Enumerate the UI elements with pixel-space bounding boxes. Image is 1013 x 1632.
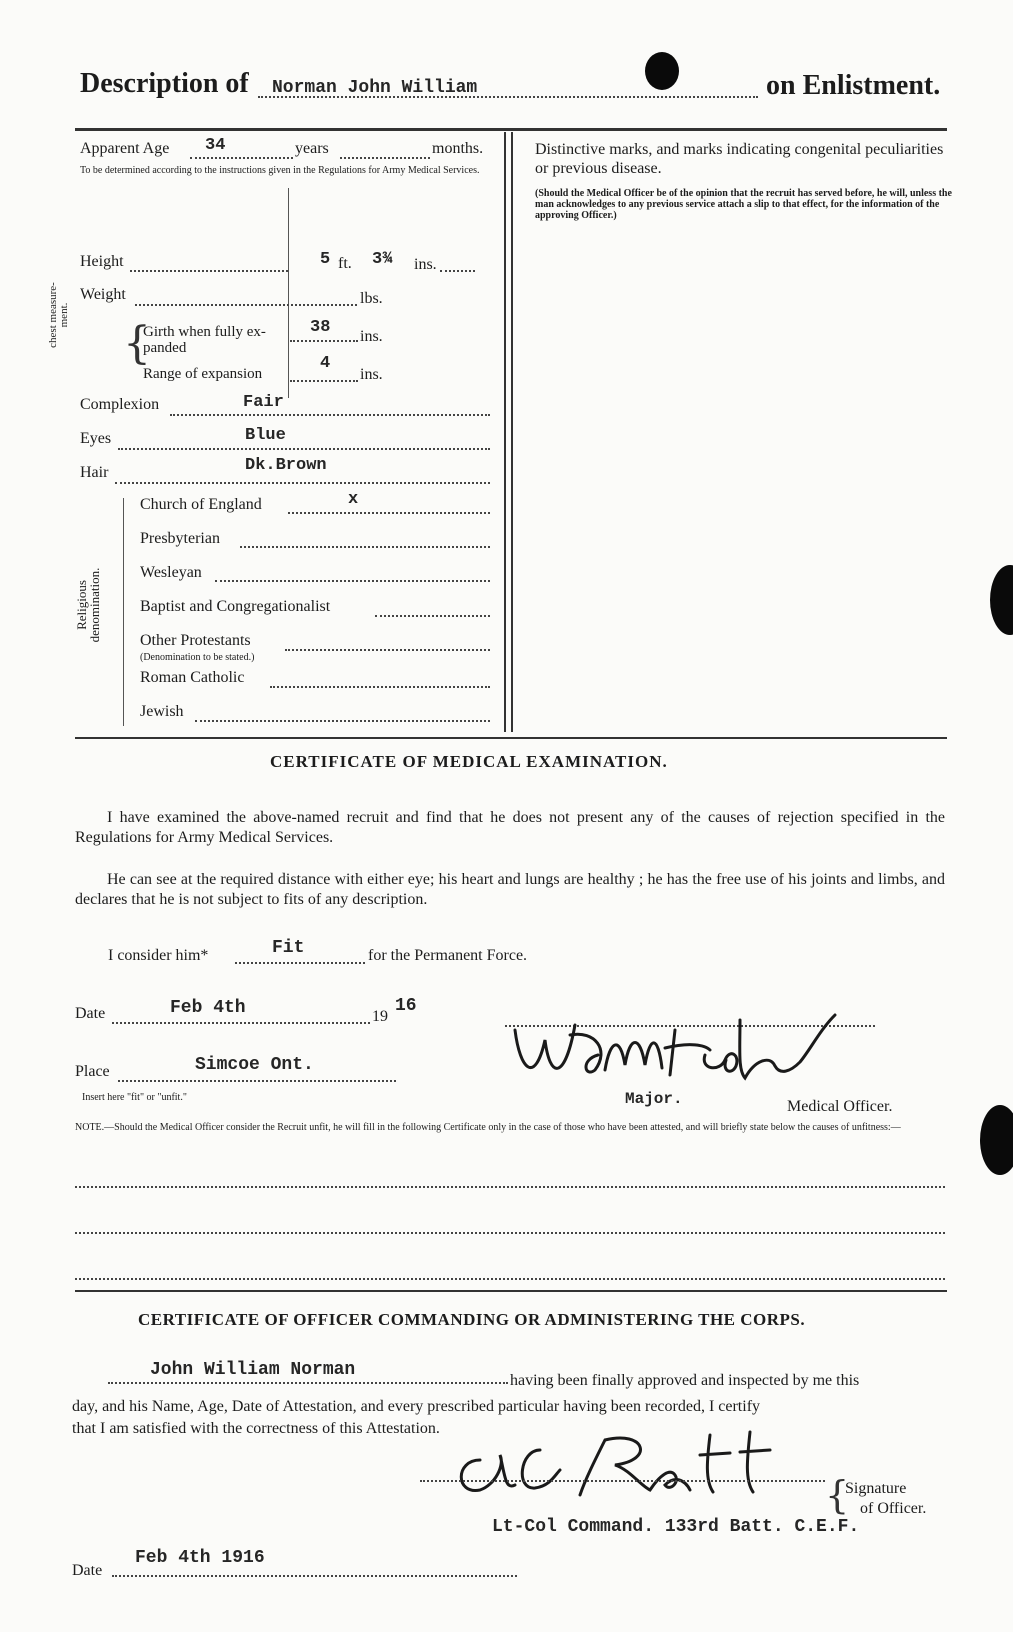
hair-line: [115, 482, 490, 484]
range-unit: ins.: [360, 366, 383, 383]
medical-place-label: Place: [75, 1063, 110, 1080]
medical-date-year-prefix: 19: [372, 1008, 388, 1025]
unfitness-line-1: [75, 1186, 945, 1188]
religion-brace-line: [123, 498, 124, 726]
complexion-value: Fair: [243, 393, 284, 412]
insert-note: Insert here "fit" or "unfit.": [82, 1092, 187, 1103]
hair-value: Dk.Brown: [245, 456, 327, 475]
punch-hole-right-lower: [980, 1105, 1013, 1175]
girth-unit: ins.: [360, 328, 383, 345]
title-suffix: on Enlistment.: [766, 70, 941, 101]
medical-officer-rank: Major.: [625, 1090, 683, 1108]
girth-label: Girth when fully ex-panded: [143, 324, 266, 356]
religion-line-5: [285, 649, 490, 651]
column-divider-2: [511, 132, 513, 732]
medical-para-1-text: I have examined the above-named recruit and find that he does not present any of the causes of rejection specified in the Regulations for Army Medical Services.: [75, 809, 945, 846]
commanding-date-label: Date: [72, 1562, 103, 1579]
eyes-label: Eyes: [80, 430, 112, 447]
medical-officer-label: Medical Officer.: [787, 1098, 893, 1115]
girth-value: 38: [310, 318, 331, 337]
unfitness-line-3: [75, 1278, 945, 1280]
chest-label: chest measure-ment.: [47, 282, 70, 348]
medical-note: [75, 1122, 950, 1134]
page-title: [80, 68, 249, 100]
distinctive-heading: [535, 140, 955, 178]
complexion-line: [170, 414, 490, 416]
religion-item-baptist: Baptist and Congregationalist: [140, 598, 331, 615]
commanding-name-value: John William Norman: [150, 1360, 356, 1380]
complexion-label: Complexion: [80, 396, 160, 413]
religion-mark-church-of-england: x: [348, 490, 359, 509]
medical-date-value: Feb 4th: [170, 998, 246, 1018]
name-line: [258, 96, 758, 98]
range-label: Range of expansion: [143, 366, 263, 382]
medical-para-1: [75, 808, 945, 848]
religion-line-2: [240, 546, 490, 548]
age-label: Apparent Age: [80, 140, 170, 157]
religion-item-presbyterian: Presbyterian: [140, 530, 220, 547]
age-note: [80, 165, 500, 177]
punch-hole-top: [645, 52, 679, 90]
religion-line-4: [375, 615, 490, 617]
hair-label: Hair: [80, 464, 109, 481]
consider-prefix: I consider him*: [108, 947, 209, 964]
consider-value: Fit: [272, 938, 305, 958]
title-prefix: Description of: [80, 68, 249, 99]
consider-suffix: for the Permanent Force.: [368, 947, 528, 964]
commanding-date-line: [112, 1575, 517, 1577]
religion-item-wesleyan: Wesleyan: [140, 564, 202, 581]
height-ft-unit: ft.: [338, 255, 352, 272]
eyes-value: Blue: [245, 426, 286, 445]
section-rule-1: [75, 737, 947, 739]
medical-para-2-text: He can see at the required distance with either eye; his heart and lungs are healthy ; he has the free use of his joints and limbs, and declares that he is not subject to fits of any description.: [75, 871, 945, 908]
chest-brace: {: [123, 318, 151, 369]
signature-label-2: of Officer.: [860, 1500, 927, 1517]
religion-other-note: (Denomination to be stated.): [140, 652, 255, 663]
height-in-value: 3¾: [372, 250, 393, 269]
section-rule-2: [75, 1290, 947, 1292]
girth-line: [290, 340, 358, 342]
religion-line-6: [270, 686, 490, 688]
age-line: [190, 157, 293, 159]
distinctive-heading-text: Distinctive marks, and marks indicating congenital peculiarities or previous disease.: [535, 141, 944, 177]
signature-label-1: Signature: [845, 1480, 907, 1497]
weight-unit: lbs.: [360, 290, 383, 307]
months-line: [340, 157, 430, 159]
religion-item-other-protestants: Other Protestants: [140, 632, 251, 649]
age-years: years: [295, 140, 329, 157]
eyes-line: [118, 448, 490, 450]
medical-date-line: [112, 1022, 370, 1024]
commanding-date-value: Feb 4th 1916: [135, 1548, 265, 1568]
commanding-signature-line: [420, 1480, 825, 1482]
religion-line-7: [195, 720, 490, 722]
height-label: Height: [80, 253, 124, 270]
commanding-line-2: day, and his Name, Age, Date of Attestation, and every prescribed particular having been recorded, I certify: [72, 1398, 761, 1415]
height-ft-value: 5: [320, 250, 331, 269]
age-months: months.: [432, 140, 484, 157]
height-line: [130, 270, 288, 272]
religion-label: Religious denomination.: [74, 567, 102, 643]
range-line: [290, 380, 358, 382]
range-value: 4: [320, 354, 331, 373]
distinctive-note-text: (Should the Medical Officer be of the opinion that the recruit has served before, he will, unless the man acknowledges to any previous service attach a slip to that effect, for the information of the approving Officer.): [535, 188, 952, 221]
religion-item-church-of-england: Church of England: [140, 496, 262, 513]
medical-para-2: [75, 870, 945, 910]
column-divider-1: [504, 132, 506, 732]
commanding-rank-value: Lt-Col Command. 133rd Batt. C.E.F.: [492, 1517, 860, 1537]
medical-officer-signature: [500, 1000, 880, 1095]
medical-note-text: NOTE.—Should the Medical Officer consider the Recruit unfit, he will fill in the following Certificate only in the case of those who have been attested, and will briefly state below the causes of unfitness:—: [75, 1122, 901, 1133]
height-in-line: [440, 270, 475, 272]
signature-brace: {: [825, 1473, 850, 1517]
header-rule: [75, 128, 947, 131]
height-in-unit: ins.: [414, 256, 437, 273]
commanding-heading: CERTIFICATE OF OFFICER COMMANDING OR ADMINISTERING THE CORPS.: [138, 1310, 806, 1329]
recruit-name: Norman John William: [272, 78, 478, 98]
religion-item-roman-catholic: Roman Catholic: [140, 669, 245, 686]
commanding-line-1: having been finally approved and inspected by me this: [510, 1372, 860, 1389]
weight-line: [135, 304, 357, 306]
distinctive-note: [535, 188, 955, 221]
medical-place-value: Simcoe Ont.: [195, 1055, 314, 1075]
weight-label: Weight: [80, 286, 126, 303]
commanding-line-3: that I am satisfied with the correctness of this Attestation.: [72, 1420, 440, 1437]
punch-hole-right-upper: [990, 565, 1013, 635]
inner-divider: [288, 188, 289, 398]
religion-line-1: [288, 512, 490, 514]
medical-date-year-suffix: 16: [395, 996, 417, 1016]
commanding-name-line: [108, 1382, 508, 1384]
religion-item-jewish: Jewish: [140, 703, 184, 720]
religion-line-3: [215, 580, 490, 582]
age-note-text: To be determined according to the instructions given in the Regulations for Army Medical Services.: [80, 165, 480, 176]
consider-line: [235, 962, 365, 964]
medical-heading: CERTIFICATE OF MEDICAL EXAMINATION.: [270, 752, 668, 771]
medical-place-line: [118, 1080, 396, 1082]
age-value: 34: [205, 136, 226, 155]
unfitness-line-2: [75, 1232, 945, 1234]
medical-date-label: Date: [75, 1005, 106, 1022]
commanding-officer-signature: [455, 1420, 815, 1500]
